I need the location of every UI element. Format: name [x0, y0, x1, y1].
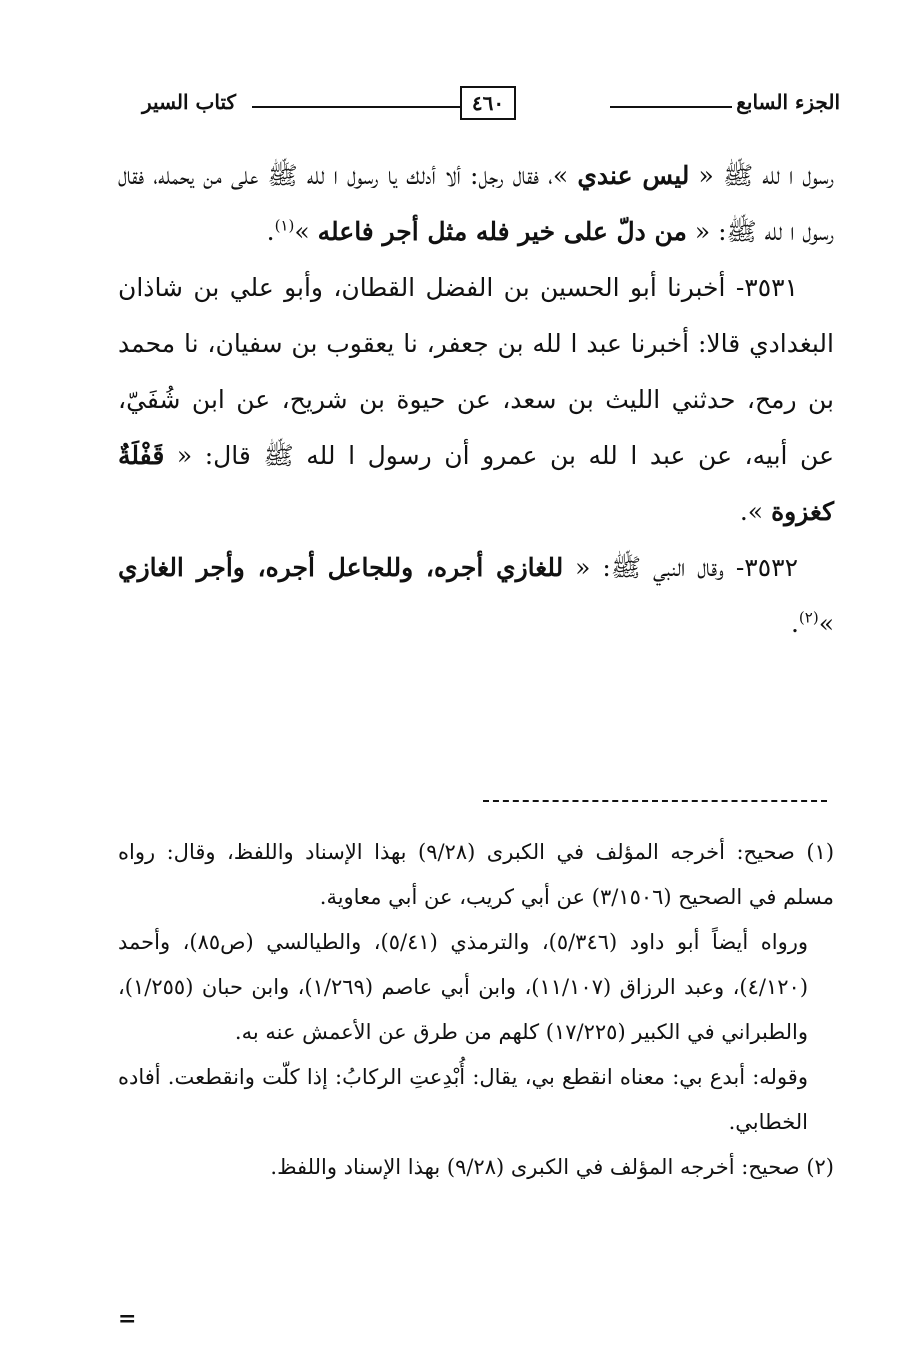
footnote-1-explanation: وقوله: أبدع بي: معناه انقطع بي، يقال: أُبْدِعتِ الركابُ: إذا كلّت وانقطعت. أفاده الخطابي.	[118, 1065, 808, 1134]
prophetic-quote: للغازي أجره، وللجاعل أجره، وأجر الغازي	[118, 553, 564, 582]
footnote-ref: (١)	[274, 216, 295, 235]
main-text	[118, 148, 834, 652]
header-rule-left	[252, 106, 460, 108]
footnote-ref: (٢)	[798, 608, 819, 627]
text-run: »	[294, 217, 318, 246]
hadith-paragraph	[118, 148, 834, 260]
text-run: .	[266, 217, 275, 246]
continuation-mark: =	[118, 1306, 137, 1332]
hadith-3532	[118, 540, 834, 652]
prophetic-quote: من دلّ على خير فله مثل أجر فاعله	[317, 217, 687, 246]
prophetic-quote: ليس عندي	[577, 161, 690, 190]
page-header	[120, 82, 840, 132]
page-number: ٤٦٠	[460, 86, 516, 120]
footnote-1-continued: ورواه أيضاً أبو داود (٥/٣٤٦)، والترمذي (٥/٤١)، والطيالسي (ص٨٥)، وأحمد (٤/١٢٠)، وعبد الرزاق (١١/١٠٧)، وابن أبي عاصم (١/٢٦٩)، وابن حبان (١/٢٥٥)، والطبراني في الكبير (١٧/٢٢٥) كلهم من طرق عن الأعمش عنه به.	[118, 930, 809, 1044]
text-run: رسول ا لله ﷺ «	[689, 161, 834, 190]
text-run: ».	[739, 497, 772, 526]
footnote-1: (١) صحيح: أخرجه المؤلف في الكبرى (٩/٢٨) بهذا الإسناد واللفظ، وقال: رواه مسلم في الصحيح (٣/١٥٠٦) عن أبي كريب، عن أبي معاوية.	[118, 840, 835, 909]
volume-title: الجزء السابع	[736, 90, 840, 114]
hadith-3531	[118, 260, 834, 540]
text-run: »	[818, 609, 834, 638]
isnad-text: ٣٥٣١- أخبرنا أبو الحسين بن الفضل القطان، وأبو علي بن شاذان البغدادي قالا: أخبرنا عبد ا لله بن جعفر، نا يعقوب بن سفيان، نا محمد بن رمح، حدثني الليث بن سعد، عن حيوة بن شريح، عن ابن شُفَيّ، عن أبيه، عن عبد ا لله بن عمرو أن رسول ا لله ﷺ قال: «	[118, 273, 834, 470]
footnote-2: (٢) صحيح: أخرجه المؤلف في الكبرى (٩/٢٨) بهذا الإسناد واللفظ.	[270, 1155, 834, 1179]
text-run: .	[790, 609, 799, 638]
header-rule-right	[610, 106, 732, 108]
footnotes	[118, 830, 834, 1190]
text-run: ٣٥٣٢- وقال النبي ﷺ: «	[563, 553, 798, 582]
footnote-separator	[483, 800, 827, 802]
text-run: »، فقال رجل: ألا أدلك يا رسول ا لله ﷺ على من يحمله، فقال رسول ا لله ﷺ: «	[118, 161, 834, 246]
book-section-title: كتاب السير	[142, 90, 237, 114]
prophetic-quote: قَفْلَةٌ كغزوة	[118, 441, 834, 526]
